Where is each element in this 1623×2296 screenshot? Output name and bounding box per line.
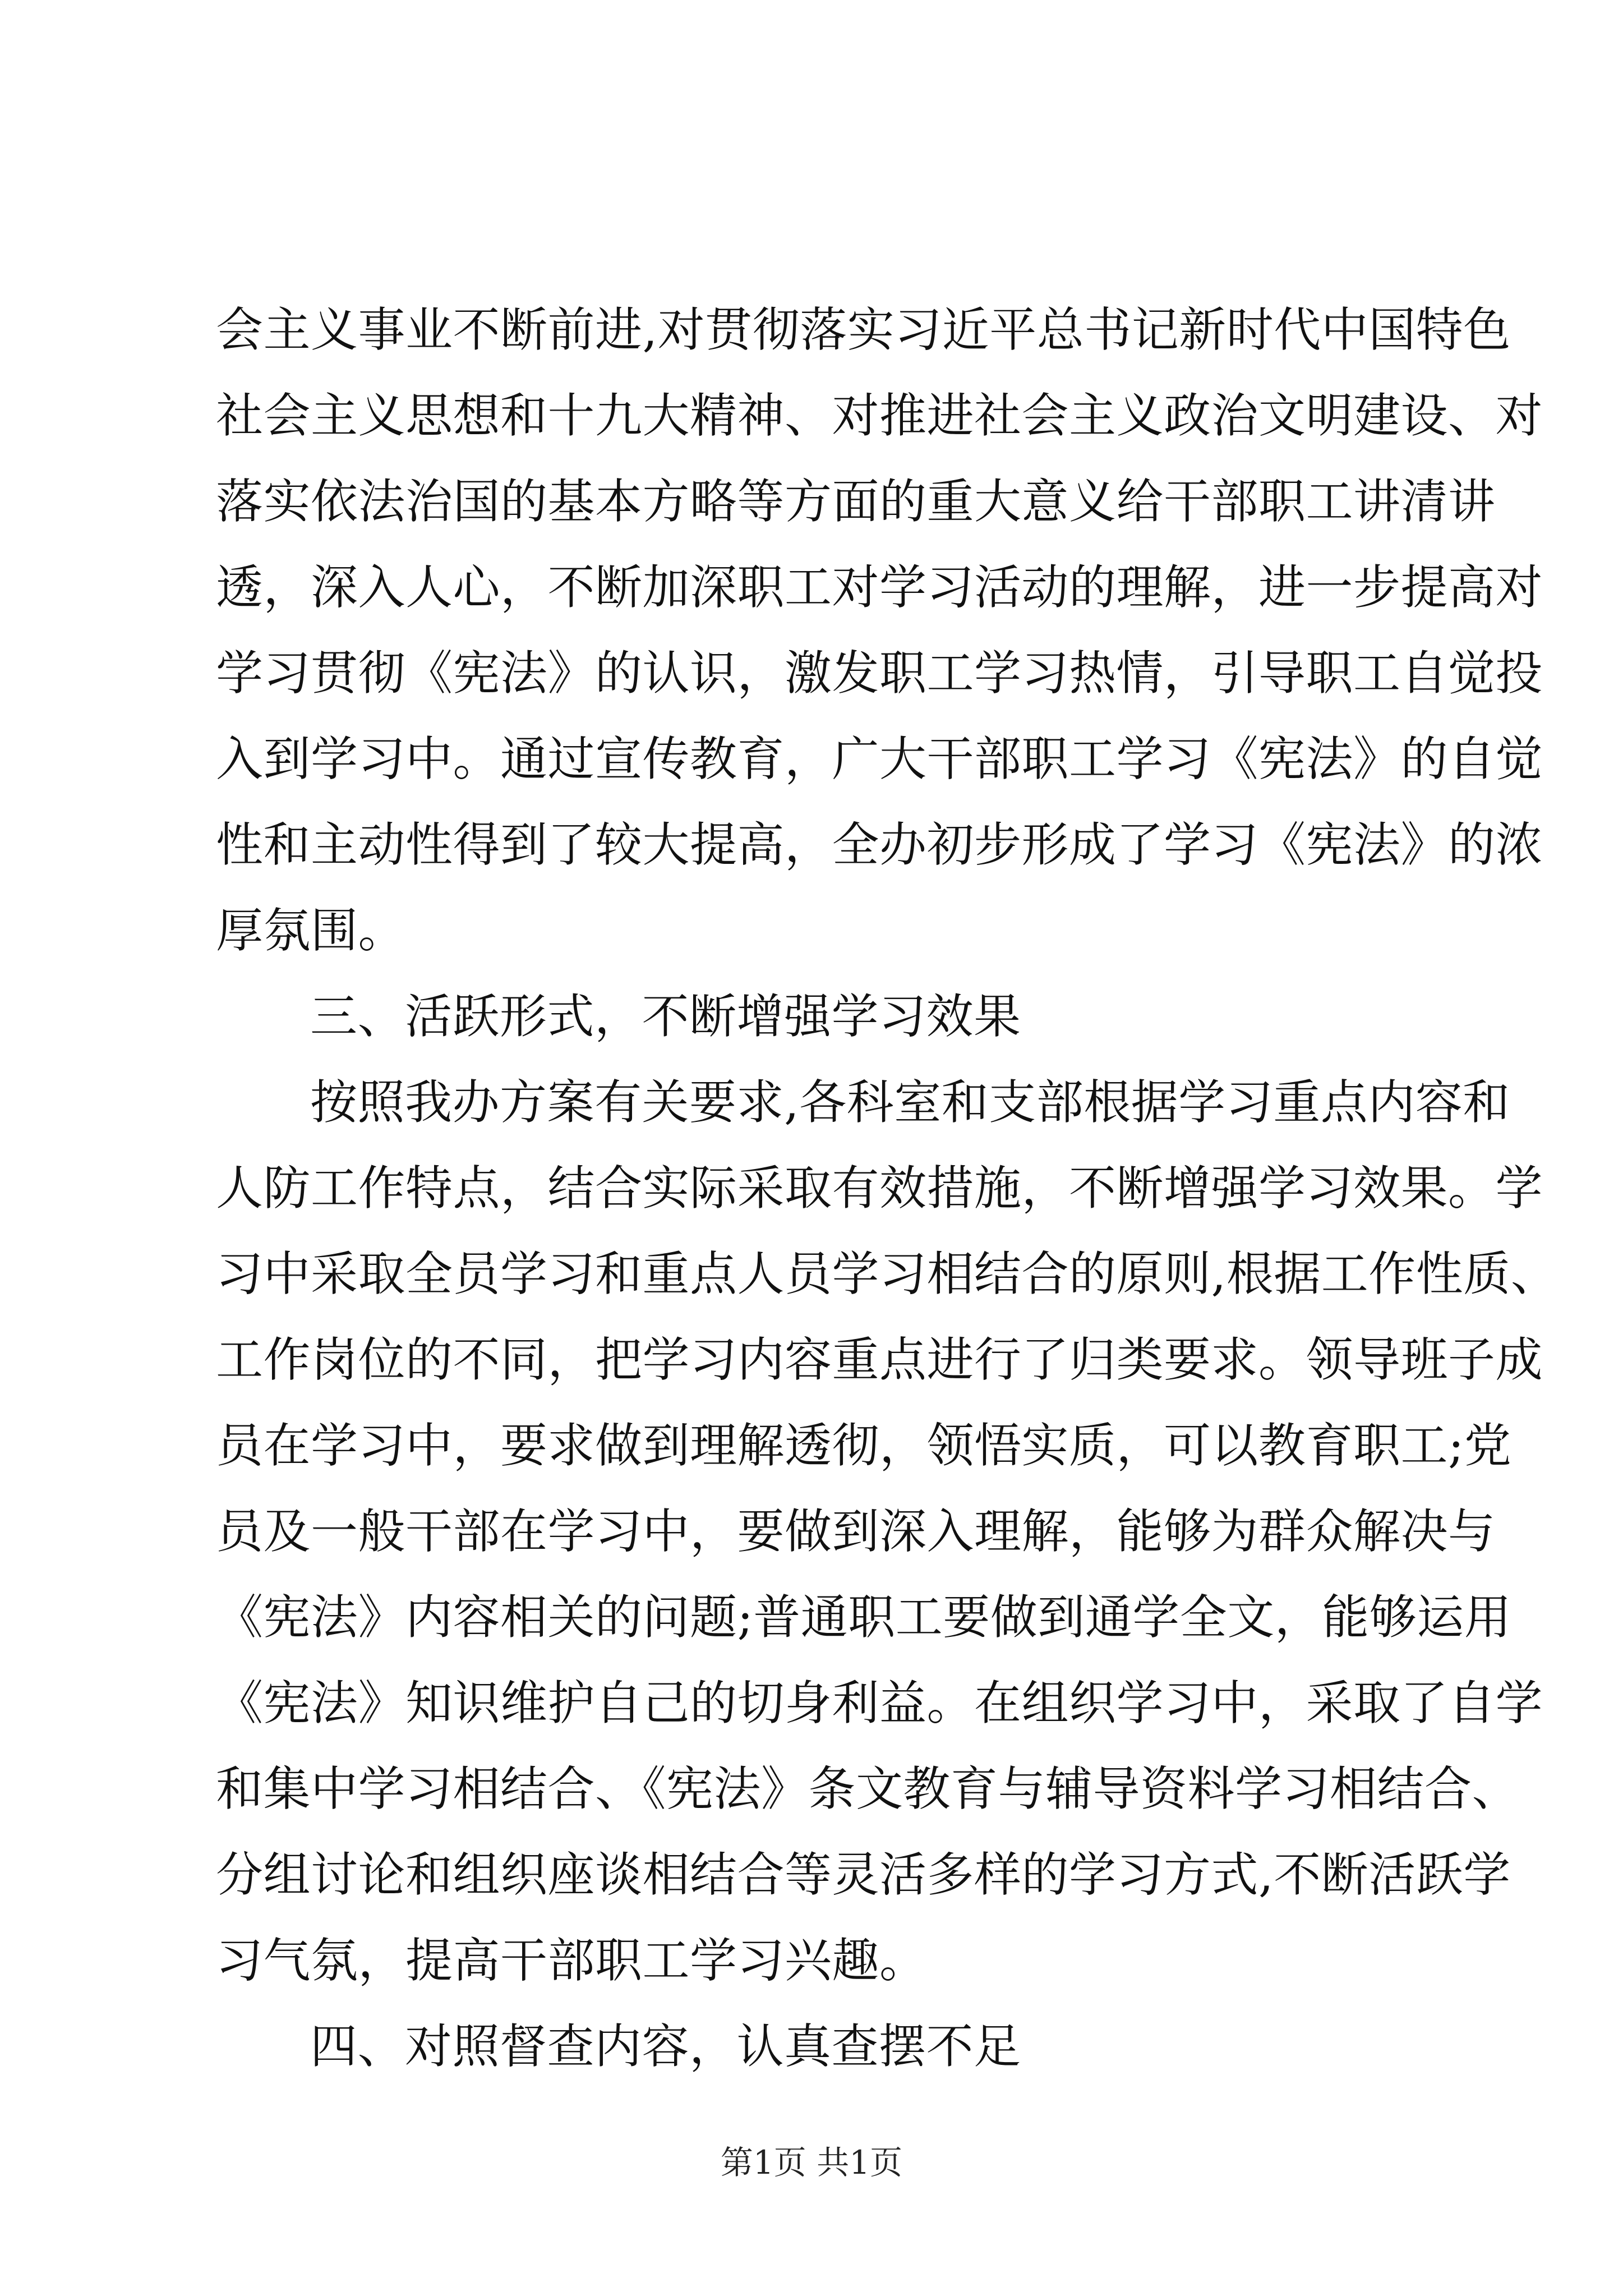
paragraph-line: 性和主动性得到了较大提高，全办初步形成了学习《宪法》的浓 [216, 817, 1543, 872]
paragraph-line: 《宪法》内容相关的问题;普通职工要做到通学全文，能够运用 [216, 1590, 1512, 1645]
paragraph-line: 按照我办方案有关要求,各科室和支部根据学习重点内容和 [310, 1075, 1510, 1130]
paragraph-line: 工作岗位的不同，把学习内容重点进行了归类要求。领导班子成 [216, 1332, 1543, 1387]
section-heading: 四、对照督查内容，认真查摆不足 [310, 2019, 1021, 2074]
paragraph-line: 员及一般干部在学习中，要做到深入理解，能够为群众解决与 [216, 1504, 1496, 1559]
paragraph-line: 会主义事业不断前进,对贯彻落实习近平总书记新时代中国特色 [216, 302, 1511, 357]
paragraph-line: 和集中学习相结合、《宪法》条文教育与辅导资料学习相结合、 [216, 1761, 1520, 1816]
paragraph-line: 员在学习中，要求做到理解透彻，领悟实质，可以教育职工;党 [216, 1418, 1512, 1473]
paragraph-line: 透，深入人心，不断加深职工对学习活动的理解，进一步提高对 [216, 560, 1543, 615]
paragraph-line: 习气氛，提高干部职工学习兴趣。 [216, 1933, 927, 1988]
paragraph-line: 厚氛围。 [216, 903, 406, 958]
paragraph-line: 《宪法》知识维护自己的切身利益。在组织学习中，采取了自学 [216, 1676, 1543, 1731]
page-footer: 第1页 共1页 [720, 2143, 903, 2182]
paragraph-line: 分组讨论和组织座谈相结合等灵活多样的学习方式,不断活跃学 [216, 1847, 1511, 1902]
paragraph-line: 习中采取全员学习和重点人员学习相结合的原则,根据工作性质、 [216, 1246, 1559, 1301]
paragraph-line: 入到学习中。通过宣传教育，广大干部职工学习《宪法》的自觉 [216, 731, 1543, 786]
paragraph-line: 社会主义思想和十九大精神、对推进社会主义政治文明建设、对 [216, 388, 1543, 443]
section-heading: 三、活跃形式，不断增强学习效果 [310, 989, 1021, 1044]
paragraph-line: 人防工作特点，结合实际采取有效措施，不断增强学习效果。学 [216, 1161, 1543, 1216]
paragraph-line: 学习贯彻《宪法》的认识，激发职工学习热情，引导职工自觉投 [216, 646, 1543, 701]
paragraph-line: 落实依法治国的基本方略等方面的重大意义给干部职工讲清讲 [216, 474, 1496, 529]
